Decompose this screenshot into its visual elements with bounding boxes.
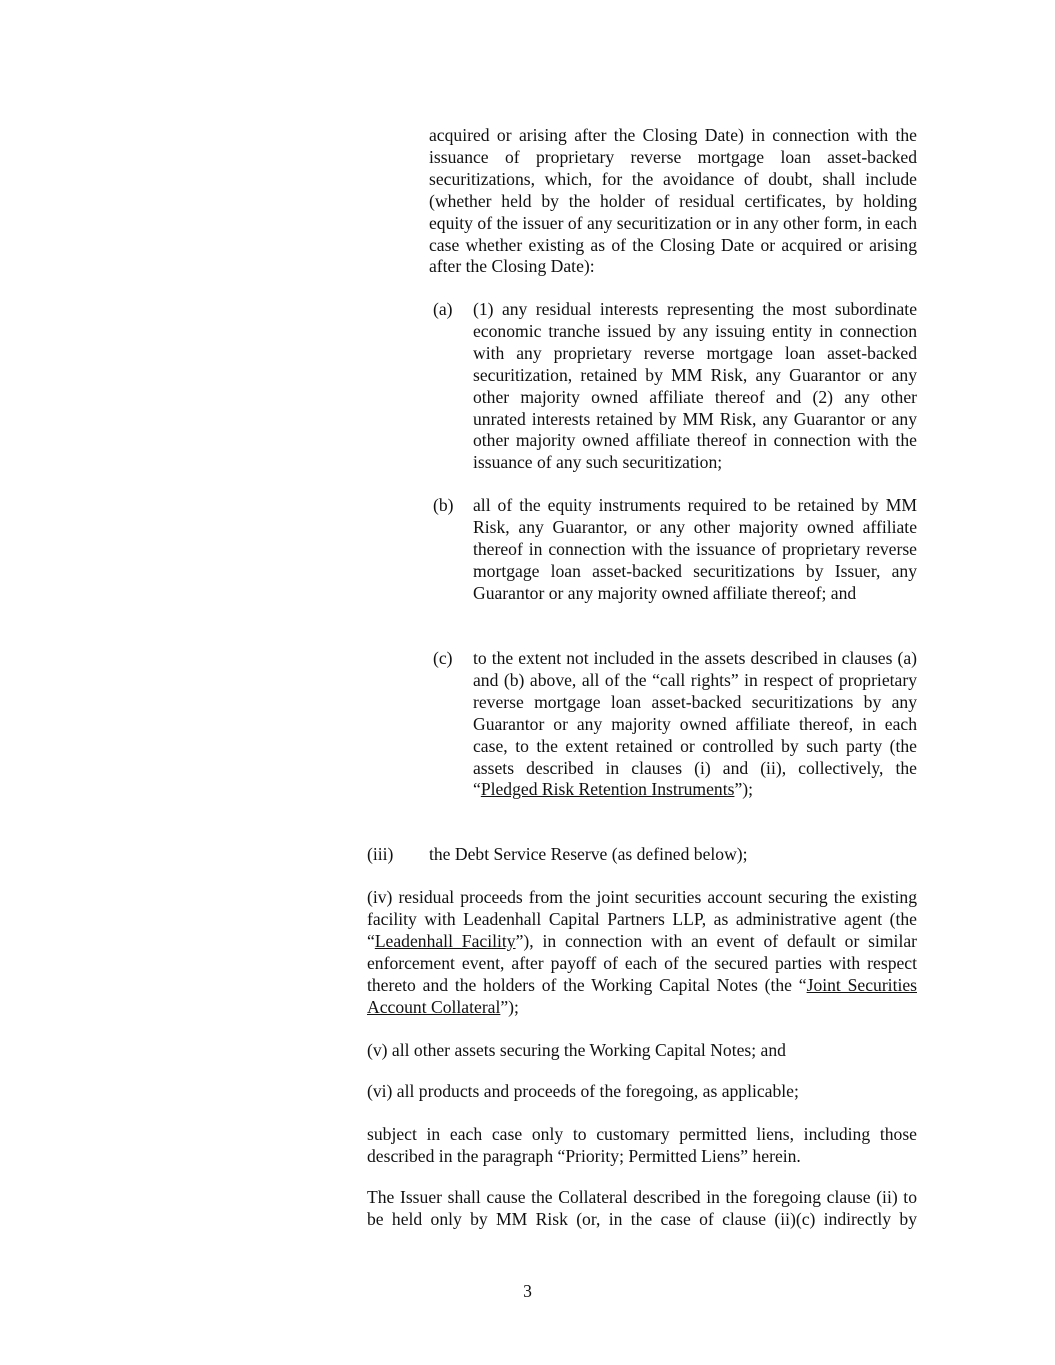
clause-a-text: (1) any residual interests representing the most subordinate economic tranche issued by any issuing entity in connection with any proprietary reverse mortgage loan asset-backed securitization, retained by MM Risk, any Guarantor or any other majority owned affiliate thereof and (2) any other unrated interests retained by MM Risk, any Guarantor or any other majority owned affiliate thereof in connection with the issuance of any such securitization; [473,299,917,473]
page-number: 3 [523,1281,532,1301]
clause-b-text: all of the equity instruments required to be retained by MM Risk, any Guarantor, or any other majority owned affiliate thereof in connection with the issuance of proprietary reverse mortgage loan asset-backed securitizations by Issuer, any Guarantor or any majority owned affiliate thereof; and [473,495,917,603]
clause-iii-text: the Debt Service Reserve (as defined below); [429,844,748,864]
defined-term-pledged-risk-retention: Pledged Risk Retention Instruments [480,779,735,800]
clause-c-text [473,648,917,801]
clause-c-label: (c) [433,648,453,668]
clause-iv [367,887,917,1018]
intro-paragraph: acquired or arising after the Closing Date) in connection with the issuance of proprietary reverse mortgage loan asset-backed securitizations, which, for the avoidance of doubt, shall include (whether held by the holder of residual certificates, by holding equity of the issuer of any securitization or in any other form, in each case whether existing as of the Closing Date or acquired or arising after the Closing Date): [429,125,917,277]
defined-term-leadenhall-facility: Leadenhall Facility [374,930,516,951]
clause-vi: (vi) all products and proceeds of the foregoing, as applicable; [367,1081,799,1101]
defined-term-joint-securities-account-collateral: Joint Securities Account Collateral [367,974,917,1017]
clause-a-label: (a) [433,299,453,319]
clause-v: (v) all other assets securing the Working Capital Notes; and [367,1040,786,1060]
clause-iv-text-2: ”), in connection with an event of default or similar enforcement event, after payoff of each of the secured parties with respect thereto and the holders of the Working Capital Notes (the “ [367,930,918,995]
issuer-paragraph: The Issuer shall cause the Collateral described in the foregoing clause (ii) to be held only by MM Risk (or, in the case of clause (ii)(c) indirectly by [367,1187,917,1229]
clause-iv-text-1: (iv) residual proceeds from the joint securities account securing the existing facility with Leadenhall Capital Partners LLP, as administrative agent (the “ [367,887,917,951]
clause-c-text-before: to the extent not included in the assets described in clauses (a) and (b) above, all of the “call rights” in respect of proprietary reverse mortgage loan asset-backed securitizations by any Guarantor or any majority owned affiliate thereof, in each case, to the extent retained or controlled by such party (the assets described in clauses (i) and (ii), collectively, the “ [473,648,917,800]
clause-iv-text-3: ”); [500,996,519,1017]
subject-paragraph: subject in each case only to customary permitted liens, including those described in the paragraph “Priority; Permitted Liens” herein. [367,1124,917,1166]
clause-iii-label: (iii) [367,844,394,864]
clause-b-label: (b) [433,495,454,515]
clause-c-text-after: ”); [734,779,753,800]
